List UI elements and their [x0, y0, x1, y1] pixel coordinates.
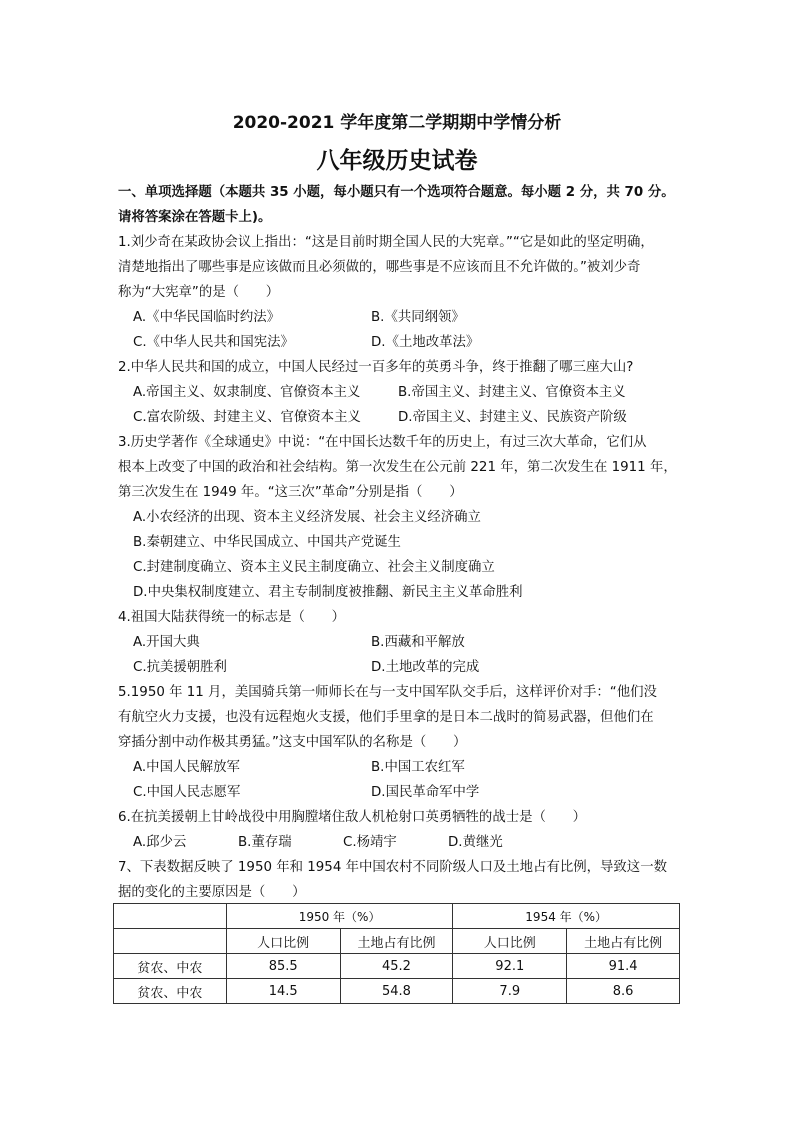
option-d: D.《土地改革法》: [371, 335, 480, 350]
option-row: [118, 655, 683, 680]
option-row: [118, 755, 683, 780]
option-row: [118, 405, 683, 430]
table-cell: 92.1: [453, 954, 567, 979]
option-c: C.封建制度确立、资本主义民主制度确立、社会主义制度确立: [133, 560, 495, 575]
option-d: D.帝国主义、封建主义、民族资产阶级: [398, 410, 627, 425]
question-text: 清楚地指出了哪些事是应该做而且必须做的，哪些事是不应该而且不允许做的。”被刘少奇: [118, 260, 641, 275]
option-c: C.《中华人民共和国宪法》: [133, 335, 294, 350]
table-corner-cell: [114, 904, 227, 929]
question-4: [118, 605, 683, 680]
section-instructions: 一、单项选择题（本题共 35 小题，每小题只有一个选项符合题意。每小题 2 分，共 70 分。: [118, 185, 675, 200]
table-header-row: [114, 904, 680, 929]
option-b: B.《共同纲领》: [371, 310, 465, 325]
question-text: 称为“大宪章”的是（ ）: [118, 285, 280, 300]
question-text: 3.历史学著作《全球通史》中说：“在中国长达数千年的历史上，有过三次大革命，它们从: [118, 435, 647, 450]
option-b: B.帝国主义、封建主义、官僚资本主义: [398, 385, 626, 400]
question-text: 4.祖国大陆获得统一的标志是（ ）: [118, 610, 346, 625]
question-text: 根本上改变了中国的政治和社会结构。第一次发生在公元前 221 年，第二次发生在 1911 年，: [118, 460, 677, 475]
option-c: C.杨靖宇: [343, 835, 397, 850]
question-2: [118, 355, 683, 430]
option-c: C.抗美援朝胜利: [133, 660, 227, 675]
col-land: 土地占有比例: [567, 929, 680, 954]
option-row: [118, 830, 683, 855]
option-row: [118, 330, 683, 355]
table-subheader-row: [114, 929, 680, 954]
option-a: A.中国人民解放军: [133, 760, 240, 775]
table-cell: 14.5: [226, 979, 340, 1004]
question-text: 7、下表数据反映了 1950 年和 1954 年中国农村不同阶级人口及土地占有比例，导致这一数: [118, 860, 667, 875]
table-cell: 85.5: [226, 954, 340, 979]
option-b: B.秦朝建立、中华民国成立、中国共产党诞生: [133, 535, 401, 550]
row-label: 贫农、中农: [114, 979, 227, 1004]
question-text: 1.刘少奇在某政协会议上指出：“这是目前时期全国人民的大宪章。”“它是如此的坚定明确，: [118, 235, 654, 250]
option-a: A.《中华民国临时约法》: [133, 310, 281, 325]
exam-content: [118, 180, 683, 905]
question-text: 6.在抗美援朝上甘岭战役中用胸膛堵住敌人机枪射口英勇牺牲的战士是（ ）: [118, 810, 587, 825]
exam-term-title: 2020-2021 学年度第二学期期中学情分析: [232, 113, 562, 133]
table-cell: 91.4: [567, 954, 680, 979]
option-row: [118, 380, 683, 405]
question-text: 穿插分割中动作极其勇猛。”这支中国军队的名称是（ ）: [118, 735, 467, 750]
option-d: D.中央集权制度建立、君主专制制度被推翻、新民主主义革命胜利: [133, 585, 523, 600]
question-text: 2.中华人民共和国的成立，中国人民经过一百多年的英勇斗争，终于推翻了哪三座大山?: [118, 360, 634, 375]
year-1950-header: 1950 年（%）: [226, 904, 453, 929]
question-text: 第三次发生在 1949 年。“这三次”革命”分别是指（ ）: [118, 485, 463, 500]
table-cell: 7.9: [453, 979, 567, 1004]
row-label: 贫农、中农: [114, 954, 227, 979]
table-cell: 54.8: [340, 979, 453, 1004]
table-row: [114, 954, 680, 979]
table-row: [114, 979, 680, 1004]
option-b: B.中国工农红军: [371, 760, 465, 775]
option-d: D.土地改革的完成: [371, 660, 480, 675]
exam-subject-title: 八年级历史试卷: [316, 147, 478, 174]
question-3: [118, 430, 683, 605]
option-a: A.帝国主义、奴隶制度、官僚资本主义: [133, 385, 361, 400]
question-7: [118, 855, 683, 905]
option-row: [118, 780, 683, 805]
option-row: [118, 630, 683, 655]
question-text: 5.1950 年 11 月，美国骑兵第一师师长在与一支中国军队交手后，这样评价对手：“他们没: [118, 685, 657, 700]
option-d: D.黄继光: [448, 835, 503, 850]
question-5: [118, 680, 683, 805]
option-a: A.邱少云: [133, 835, 187, 850]
option-b: B.西藏和平解放: [371, 635, 465, 650]
question-text: 据的变化的主要原因是（ ）: [118, 885, 306, 900]
col-population: 人口比例: [453, 929, 567, 954]
table-cell: 8.6: [567, 979, 680, 1004]
land-data-table: [113, 903, 680, 1004]
table-corner-cell: [114, 929, 227, 954]
option-a: A.小农经济的出现、资本主义经济发展、社会主义经济确立: [133, 510, 481, 525]
question-6: [118, 805, 683, 855]
table-cell: 45.2: [340, 954, 453, 979]
option-row: [118, 305, 683, 330]
option-b: B.董存瑞: [238, 835, 292, 850]
question-1: [118, 230, 683, 355]
option-d: D.国民革命军中学: [371, 785, 480, 800]
year-1954-header: 1954 年（%）: [453, 904, 680, 929]
col-land: 土地占有比例: [340, 929, 453, 954]
option-c: C.富农阶级、封建主义、官僚资本主义: [133, 410, 361, 425]
col-population: 人口比例: [226, 929, 340, 954]
option-a: A.开国大典: [133, 635, 200, 650]
section-instructions-cont: 请将答案涂在答题卡上)。: [118, 210, 272, 225]
option-c: C.中国人民志愿军: [133, 785, 241, 800]
question-text: 有航空火力支援，也没有远程炮火支援，他们手里拿的是日本二战时的简易武器，但他们在: [118, 710, 654, 725]
